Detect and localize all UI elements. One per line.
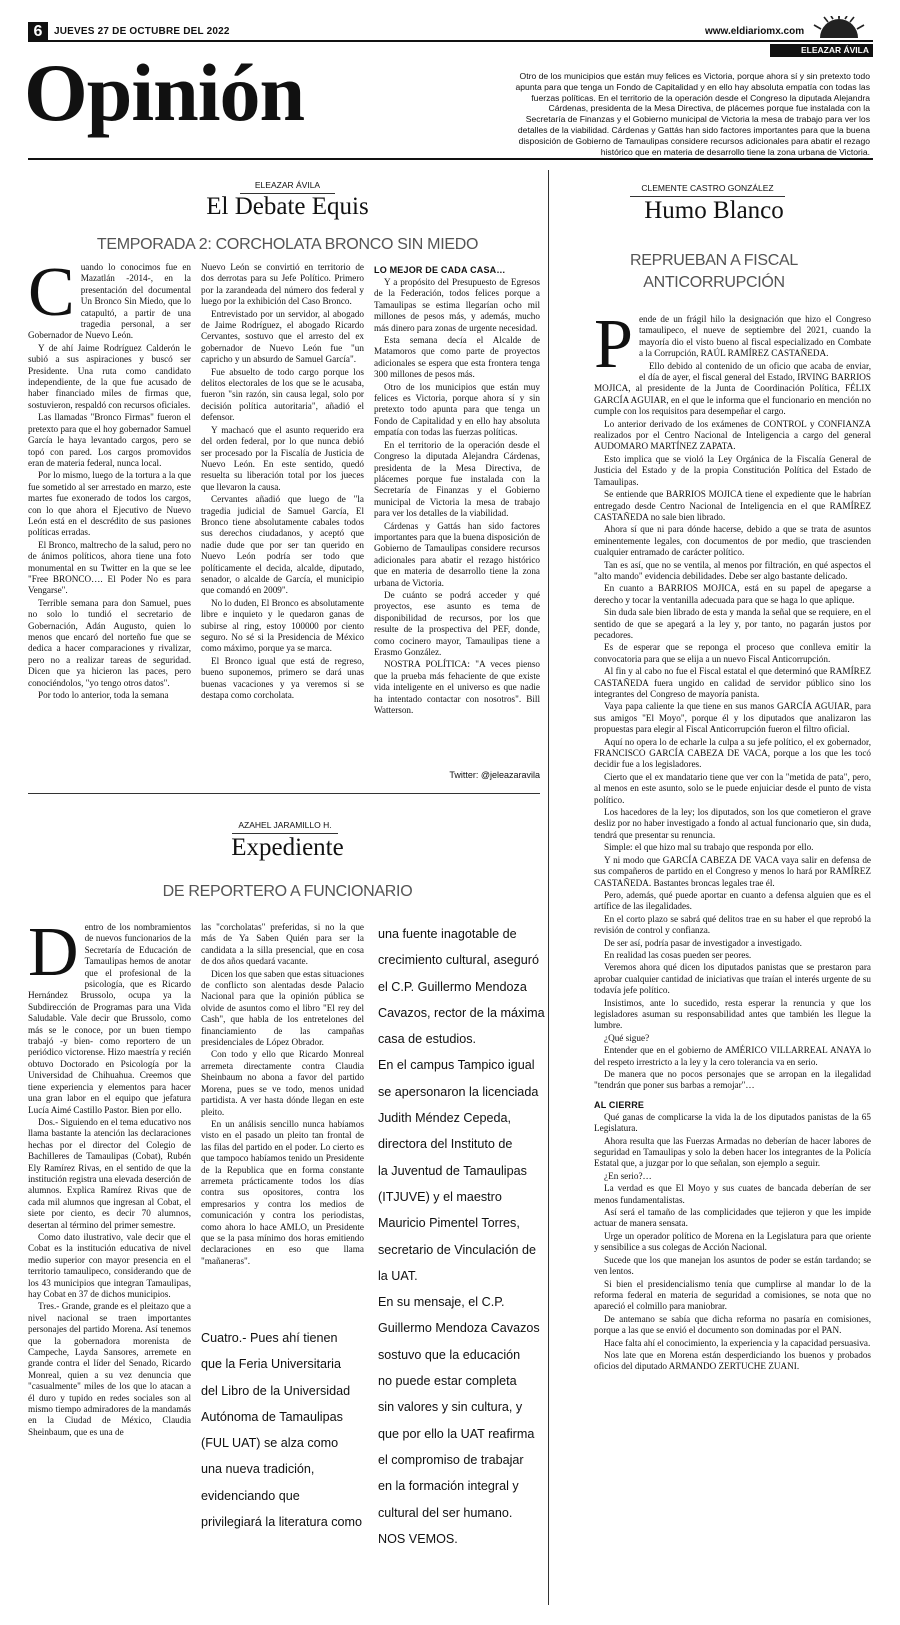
humo-dropcap: P	[594, 306, 633, 383]
debate-lead-paragraph: Cuando lo conocimos fue en Mazatlán -2014-, en la presentación del documental Un Bronco Sin Miedo, que lo catapultó, a partir de una tragedia personal, a ser Gobernador de Nuevo León.	[28, 254, 191, 341]
header-byline-text: ELEAZAR ÁVILA	[801, 45, 869, 55]
humo-paragraph: Ello debido al contenido de un oficio que acaba de enviar, el día de ayer, el fiscal general del Estado, IRVING BARRIOS MOJICA, al presidente de la Junta de Coordinación Política, FÉLIX GARCÍA AGUIAR, en el que le informa que el funcionario en mención no cumple con los requisitos para desempeñar el cargo.	[594, 360, 871, 417]
debate-twitter-handle[interactable]: Twitter: @jeleazaravila	[449, 770, 540, 780]
debate-paragraph: Fue absuelto de todo cargo porque los delitos electorales de los que se le acusaba, fueron "sin razón, sin causa legal, solo por decisión política autoritaria", añadió el defensor.	[201, 366, 364, 423]
section-title: Opinión	[24, 47, 305, 138]
humo-paragraph: Es de esperar que se reponga el proceso que conlleva emitir la convocatoria para que se elija a un nuevo Fiscal Anticorrupción.	[594, 642, 871, 664]
humo-cierre-heading: AL CIERRE	[594, 1099, 645, 1110]
debate-author: ELEAZAR ÁVILA	[254, 180, 321, 190]
humo-cierre-paragraph: Qué ganas de complicarse la vida la de los diputados panistas de la 65 Legislatura.	[594, 1111, 871, 1134]
expediente-large-line: Judith Méndez Cepeda,	[378, 1111, 512, 1126]
expediente-large-line: la UAT.	[378, 1268, 418, 1283]
debate-paragraph: Por todo lo anterior, toda la semana	[38, 690, 169, 701]
expediente-large-line: (FUL UAT) se alza como	[201, 1436, 339, 1451]
humo-cierre-paragraph: ¿En serio?…	[604, 1170, 652, 1181]
header-bottom-rule	[28, 158, 873, 160]
humo-cierre-paragraph: Hace falta ahí el conocimiento, la experiencia y la capacidad persuasiva.	[604, 1337, 871, 1348]
expediente-column-name: Expediente	[231, 834, 344, 861]
expediente-large-line: sin valores y sin cultura, y	[378, 1400, 523, 1415]
humo-headline: REPRUEBAN A FISCAL ANTICORRUPCIÓN	[630, 252, 798, 291]
expediente-large-line: la Juventud de Tamaulipas	[378, 1163, 527, 1178]
header-top-rule	[28, 40, 873, 42]
humo-paragraph: Los hacedores de la ley; los diputados, son los que cometieron el grave desliz por no haber investigado a fondo al actual funcionario que, sin duda, tendrá que presentar su renuncia.	[594, 807, 871, 840]
expediente-large-line: Cuatro.- Pues ahí tienen	[201, 1331, 338, 1345]
debate-paragraph: Otro de los municipios que están muy felices es Victoria, porque ahora sí y sin pretexto todo apunta para que tenga un Fondo de Capitalidad y en ello hay absoluta empatía con todas las fuerzas políticas.	[374, 381, 540, 438]
humo-paragraph: Tan es así, que no se ventila, al menos por filtración, en qué aspectos el "alto mando" evidencia debilidades. Debe ser algo bastante delicado.	[594, 559, 871, 581]
expediente-large-line: Autónoma de Tamaulipas	[201, 1409, 343, 1424]
page-number: 6	[33, 23, 43, 40]
site-url[interactable]: www.eldiariomx.com	[705, 26, 805, 37]
debate-subheading: LO MEJOR DE CADA CASA…	[374, 265, 506, 275]
humo-lead-paragraph: Pende de un frágil hilo la designación que hizo el Congreso tamaulipeco, el nueve de septiembre del 2021, cuando la mayoría dio el visto bueno al fiscal especializado en Combate a la Corrupción, RAÚL RAMÍREZ CASTAÑEDA.	[594, 306, 871, 383]
expediente-large-line: que por ello la UAT reafirma	[378, 1426, 535, 1441]
debate-paragraph: Nuevo León se convirtió en territorio de dos derrotas para su Jefe Político. Primero por la zarandeada del número dos federal y luego por la exhibición del Caso Bronco.	[201, 262, 364, 307]
expediente-large-line: En el campus Tampico igual	[378, 1058, 535, 1073]
expediente-paragraph: Como dato ilustrativo, vale decir que el Cobat es la institución educativa de nivel medio superior con mayor presencia en el territorio tamaulipeco, considerando que de los 43 municipios que integran Tamaulipas, hay Cobat en 37 de dichos municipios.	[28, 1231, 191, 1299]
debate-paragraph: Y de ahí Jaime Rodríguez Calderón le subió a sus aspiraciones y buscó ser Presidente. Una ruta como candidato independiente, de la que fue acusado de haber financiado miles de firmas que, sostuvieron, respaldó con recursos oficiales.	[28, 342, 191, 410]
expediente-paragraph: En un análisis sencillo nunca habíamos visto en el pasado un pleito tan frontal de las filas del partido en el poder. Lo cierto es que tampoco habíamos tenido un Presidente de la Republica que en forma constante arremeta prácticamente todos los días contra sus opositores, contra los empresarios y contra los medios de comunicación y contra los periodistas, como ahora lo hace AMLO, un Presidente que se la pasa mínimo dos horas emitiendo declaraciones en eso que llama "mañaneras".	[201, 1118, 364, 1266]
debate-paragraph: De cuánto se podrá acceder y qué proyectos, ese asunto es tema de disponibilidad de recursos, por los que resulte de la prospectiva del PEF, donde, como cocinero mayor, Tamaulipas tiene a Erasmo González.	[374, 589, 540, 657]
expediente-large-line: del Libro de la Universidad	[201, 1383, 351, 1398]
sun-logo-icon	[808, 16, 870, 38]
header-summary: Otro de los municipios que están muy felices es Victoria, porque ahora sí y sin pretexto todo apunta para que tenga un Fondo de Capitalidad y en ello hay absoluta empatía con todas las fuerzas políticas. En el territorio de la operación desde el Congreso la diputada Alejandra Cárdenas, presidenta de la Mesa Directiva, de plácemes porque fue instalada con la Secretaría de Finanzas y el Gobierno municipal de Victoria la mesa de trabajo para ver los detalles de la viabilidad. Cárdenas y Gattás han sido factores importantes para que la buena disposición de Gobierno de Tamaulipas considere recursos adicionales para abatir el rezago histórico que en materia de desarrollo tiene la zona urbana de Victoria.	[515, 71, 870, 157]
humo-cierre-paragraph: Urge un operador político de Morena en la Legislatura para que oriente y sensibilice a sus colegas de Acción Nacional.	[594, 1230, 871, 1253]
debate-paragraph: El Bronco, maltrecho de la salud, pero no de ánimos políticos, ahora tiene una foto monumental en su Twitter en la que se lee "Free BRONCO…. El Poder No es para Vengarse".	[28, 539, 191, 596]
debate-paragraph: Las llamadas "Bronco Firmas" fueron el pretexto para que el hoy gobernador Samuel García le haya levantado cargos, pero se topó con pared. Los cargos promovidos eran de materia federal, nunca local.	[28, 412, 191, 468]
expediente-large-line: sostuvo que la educación	[378, 1347, 521, 1362]
humo-paragraph: En el corto plazo se sabrá qué delitos trae en su haber el que reprobó la revisión de control y confianza.	[594, 913, 871, 936]
expediente-lead-paragraph: Dentro de los nombramientos de nuevos funcionarios de la Secretaría de Educación de Tamaulipas hemos de anotar que el profesional de la psicología, que es Ricardo Hernández Brussolo, ocupa ya la Subdirección de Programas para una Vida Saludable. Vale decir que Brussolo, como más se le conoce, por un buen tiempo trabajó -y bien- como reportero de un periódico victorense. Hizo maestría y recién obtuvo Doctorado en Psicología por la Universidad de Chihuahua. Creemos que tiene experiencia y elementos para hacer una gran labor en el equipo que jefatura Lucía Aimé Castillo Pastor. Bien por ello.	[28, 914, 191, 1115]
humo-paragraph: ¿Qué sigue?	[604, 1032, 650, 1043]
humo-paragraph: Sin duda sale bien librado de esta y manda la señal que se requiere, en el sentido de que se apegará a la ley y, por tanto, no pagarán justos por pecadores.	[594, 607, 871, 640]
humo-cierre-paragraph: Sucede que los que manejan los asuntos de poder se están tardando; se ven lentos.	[594, 1254, 871, 1277]
humo-paragraph: Simple: el que hizo mal su trabajo que responda por ello.	[604, 842, 814, 853]
debate-column-name: El Debate Equis	[206, 193, 369, 220]
page-number-box	[28, 22, 48, 42]
expediente-paragraph: Con todo y ello que Ricardo Monreal arremeta directamente contra Claudia Sheinbaum no abona a favor del partido Morena, pues se ve todo, menos unidad partidista. A ver hasta dónde llegan en este pleito.	[201, 1049, 364, 1117]
debate-paragraph: Esta semana decía el Alcalde de Matamoros que como parte de proyectos adicionales se espera que esta frontera tenga 300 millones de pesos más.	[374, 335, 540, 380]
debate-paragraph: NOSTRA POLÍTICA: "A veces pienso que la prueba más fehaciente de que existe vida inteligente en el universo es que nadie ha intentado contactar con nosotros". Bill Watterson.	[374, 659, 540, 716]
expediente-large-line: el compromiso de trabajar	[378, 1452, 524, 1467]
expediente-large-line: evidenciando que	[201, 1488, 300, 1503]
expediente-headline: DE REPORTERO A FUNCIONARIO	[162, 883, 413, 900]
expediente-col-2	[201, 922, 364, 1268]
debate-paragraph: Por lo mismo, luego de la tortura a la que fue sometido al ser arrestado en marzo, este martes fue exonerado de todos los cargos, con lo que ahora el Ejecutivo de Nuevo León está en el descrédito de sus pasiones políticas erradas.	[28, 470, 191, 538]
expediente-paragraph: Dicen los que saben que estas situaciones de conflicto son alentadas desde Palacio Nacional para que la opinión pública se olvide de asuntos como el libro "El rey del Cash", que habla de los entretelones del financiamiento de las campañas presidenciales de López Obrador.	[201, 968, 364, 1048]
debate-col-1	[28, 254, 191, 702]
expediente-large-line: se apersonaron la licenciada	[378, 1084, 539, 1099]
expediente-col-3-large	[378, 921, 546, 1552]
expediente-author: AZAHEL JARAMILLO H.	[238, 820, 332, 830]
vertical-column-divider	[548, 170, 549, 1605]
humo-cierre-paragraph: De antemano se sabía que dicha reforma no pasaría en comisiones, porque a las que se envió el documento son dominadas por el PAN.	[594, 1313, 871, 1336]
humo-paragraph: Y ni modo que GARCÍA CABEZA DE VACA vaya salir en defensa de sus compañeros de partido en el Congreso y menos lo hará por RAMÍREZ CASTAÑEDA. Bastantes broncas legales trae él.	[594, 854, 871, 888]
expediente-large-line: una nueva tradición,	[201, 1462, 315, 1477]
humo-paragraph: Cierto que el ex mandatario tiene que ver con la "metida de pata", pero, al menos en este asunto, solo se le puede enjuiciar desde el punto de vista político.	[594, 771, 871, 805]
expediente-large-line: no puede estar completa	[378, 1374, 517, 1389]
expediente-col-2-large	[201, 1325, 371, 1535]
debate-dropcap: C	[28, 254, 75, 331]
expediente-large-line: En su mensaje, el C.P.	[378, 1295, 505, 1310]
humo-cierre-paragraph: Así será el tamaño de las complicidades que tejieron y que les impide actuar de manera sensata.	[594, 1207, 871, 1229]
expediente-large-line: en la formación integral y	[378, 1479, 519, 1494]
humo-paragraph: Insistimos, ante lo sucedido, resta esperar la renuncia y que los legisladores asuman su responsabilidad antes que también les llegue la lumbre.	[594, 997, 871, 1031]
humo-paragraph: Pero, además, qué puede aportar en cuanto a defensa alguien que es el artífice de las ilegalidades.	[594, 889, 871, 912]
expediente-dropcap: D	[28, 914, 79, 991]
expediente-large-line: Cavazos, rector de la máxima	[378, 1005, 545, 1020]
debate-paragraph: Entrevistado por un servidor, al abogado de Jaime Rodríguez, el abogado Ricardo Cervantes, sostuvo que el arresto del ex gobernador de Nuevo León fue "un capricho y un absurdo de Samuel García".	[201, 308, 364, 365]
humo-paragraph: En realidad las cosas pueden ser peores.	[604, 949, 752, 960]
humo-cierre-paragraph: Nos late que en Morena están desperdiciando los buenos y probados oficios del diputado ARMANDO ZERTUCHE ZUANI.	[594, 1349, 871, 1372]
debate-col-3	[374, 262, 540, 717]
humo-paragraph: Al fin y al cabo no fue el Fiscal estatal el que determinó que RAMÍREZ CASTAÑEDA fuera ungido en calidad de servidor público sino los integrantes del Congreso de mayoría panista.	[594, 666, 871, 699]
humo-cierre-paragraph: Ahora resulta que las Fuerzas Armadas no deberían de hacer labores de seguridad en Tamaulipas y solo la deben hacer los integrantes de la Policía Estatal que, a juzgar por lo que señalan, son ejemplo a seguir.	[594, 1135, 871, 1169]
expediente-paragraph: Dos.- Siguiendo en el tema educativo nos llama bastante la atención las declaraciones hechas por el director del Colegio de Bachilleres de Tamaulipas (Cobat), Rubén Ely Ramírez Rivas, en el sentido de que la institución registra una elevada deserción de alumnos. Explica Ramírez Rivas que de cada mil alumnos que ingresan al Cobat, el siete por ciento, es decir 70 alumnos, desertan al término del primer semestre.	[28, 1116, 192, 1230]
humo-paragraph: Aquí no opera lo de echarle la culpa a su jefe político, el ex gobernador, FRANCISCO GARCÍA CABEZA DE VACA, porque a los que les tocó decidir fue a los legisladores.	[594, 736, 871, 770]
debate-paragraph: El Bronco igual que está de regreso, bueno suponemos, primero se dará unas buenas vacaciones y ya veremos si se destapa como corcholata.	[201, 655, 364, 701]
issue-date: JUEVES 27 DE OCTUBRE DEL 2022	[54, 26, 230, 37]
header-byline-tag	[770, 44, 873, 57]
humo-paragraph: Veremos ahora qué dicen los diputados panistas que se prestaron para aprobar cualquier cantidad de iniciativas que traían el interés urgente de su todavía jefe político.	[594, 962, 871, 996]
expediente-paragraph: las "corcholatas" preferidas, si no la que más de Ya Saben Quién para ser la candidata a la silla presencial, que en cosa de dos años quedará vacante.	[201, 922, 364, 967]
expediente-large-line: NOS VEMOS.	[378, 1531, 458, 1546]
expediente-large-line: una fuente inagotable de	[378, 927, 517, 941]
expediente-large-line: Guillermo Mendoza Cavazos	[378, 1321, 540, 1336]
humo-column-name: Humo Blanco	[644, 197, 784, 224]
humo-author: CLEMENTE CASTRO GONZÁLEZ	[641, 183, 774, 193]
humo-paragraph: De ser así, podría pasar de investigador a investigado.	[604, 937, 802, 948]
expediente-large-line: secretario de Vinculación de	[378, 1242, 536, 1257]
debate-paragraph: Cárdenas y Gattás han sido factores importantes para que la buena disposición de Gobierno de Tamaulipas considere recursos adicionales para abatir el rezago histórico que en materia de desarrollo tiene la zona urbana de Victoria.	[374, 520, 540, 588]
debate-paragraph: Terrible semana para don Samuel, pues no solo lo tundió el secretario de Gobernación, Adán Augusto, quien lo menos que encaró del norteño fue que se dedica a hacer comparaciones y rivalizar, pero no a realizar tareas de seguridad. Dicen que ya hicieron las paces, pero conociéndolos, "yo tengo otros datos".	[28, 597, 191, 688]
humo-paragraph: En cuanto a BARRIOS MOJICA, está en su papel de apegarse a derecho y tocar la ventanilla adecuada para que se haga lo que aplique.	[594, 583, 871, 605]
expediente-large-line: privilegiará la literatura como	[201, 1515, 362, 1530]
humo-paragraph: Lo anterior derivado de los exámenes de CONTROL y CONFIANZA realizados por el Centro Nacional de Inteligencia a cargo del general AUDOMARO MARTÍNEZ ZAPATA.	[594, 418, 871, 452]
debate-paragraph: Y machacó que el asunto requerido era del orden federal, por lo que nunca debió ser procesado por la Fiscalía de Justicia de Nuevo León. En este sentido, quedó resuelta su liberación total por los jueces que llevaron la causa.	[201, 424, 364, 492]
humo-paragraph: De manera que no pocos personajes que se arropan en la ilegalidad "tendrán que poner sus barbas a remojar"…	[594, 1069, 871, 1091]
expediente-large-line: crecimiento cultural, aseguró	[378, 953, 539, 968]
debate-paragraph: En el territorio de la operación desde el Congreso la diputada Alejandra Cárdenas, presidenta de la Mesa Directiva, de plácemes porque fue instalada con la Secretaría de Finanzas y el Gobierno municipal de Victoria la mesa de trabajo para ver los detalles de la viabilidad.	[374, 439, 540, 519]
humo-paragraph: Se entiende que BARRIOS MOJICA tiene el expediente que le habrían entregado desde Centro Nacional de Inteligencia en el que RAMÍREZ CASTAÑEDA no sale bien librado.	[594, 489, 871, 522]
expediente-large-line: Mauricio Pimentel Torres,	[378, 1216, 520, 1231]
humo-paragraph: Entender que en el gobierno de AMÉRICO VILLARREAL ANAYA lo del respeto irrestricto a la ley y la cero tolerancia va en serio.	[594, 1045, 871, 1067]
debate-paragraph: Y a propósito del Presupuesto de Egresos de la Federación, todos felices porque a Tamaulipas se estima llegarían ocho mil millones de pesos más, y además, mucho más dinero para zonas de urgente necesidad.	[374, 277, 540, 333]
expediente-large-line: (ITJUVE) y el maestro	[378, 1189, 502, 1204]
expediente-col-1	[28, 914, 192, 1439]
debate-paragraph: No lo duden, El Bronco es absolutamente libre e inquieto y le quedaron ganas de subirse al ring, estoy 100000 por ciento seguro. No sé si la Presidencia de México como máximo, porque ya se marca.	[201, 597, 364, 654]
humo-paragraph: Vaya papa caliente la que tiene en sus manos GARCÍA AGUIAR, para sus amigos "El Moyo", porque él y los diputados que analizaron las propuestas para elegir al Fiscal Anticorrupción fueron el filtro oficial.	[594, 701, 871, 735]
humo-cierre-paragraph: La verdad es que El Moyo y sus cuates de bancada deberían de ser menos fundamentalistas.	[594, 1183, 871, 1205]
expediente-paragraph: Tres.- Grande, grande es el pleitazo que a nivel nacional se traen importantes personajes del partido Morena. Así tenemos que la gobernadora morenista de Campeche, Layda Sansores, arremete en grande contra el líder del Senado, Ricardo Monreal, quien a su vez denuncia que "casualmente" miles de los que lo atacan a él duro y tupido en redes sociales son al mismo tiempo admiradores de la mandamás en la Ciudad de México, Claudia Sheinbaum, que es una de	[28, 1301, 191, 1437]
humo-col	[594, 306, 871, 1374]
debate-col-2	[201, 262, 364, 702]
expediente-large-line: cultural del ser humano.	[378, 1505, 513, 1520]
humo-cierre-paragraph: Si bien el presidencialismo tenía que cumplirse al mandar lo de la reforma federal en materia de seguridad a comisiones, se nota que no apareció el colmillo para maniobrar.	[594, 1278, 871, 1312]
expediente-large-line: casa de estudios.	[378, 1032, 477, 1047]
expediente-large-line: el C.P. Guillermo Mendoza	[378, 979, 527, 994]
humo-paragraph: Esto implica que se violó la Ley Orgánica de la Fiscalía General de Justicia del Estado y de la propia Constitución Política del Estado de Tamaulipas.	[594, 453, 871, 487]
expediente-large-line: que la Feria Universitaria	[201, 1357, 341, 1372]
expediente-large-line: directora del Instituto de	[378, 1137, 513, 1152]
humo-paragraph: Ahora sí que ni para dónde hacerse, debido a que se trata de asuntos eminentemente legales, con documentos de por medio, que trascienden cualquier entramado de carácter político.	[594, 524, 871, 558]
section-divider	[28, 793, 540, 794]
debate-paragraph: Cervantes añadió que luego de "la tragedia judicial de Samuel García, El Bronco tiene absolutamente cabales todos sus derechos ciudadanos, y aceptó que nadie dude que por ser tan querido en Nuevo León podría ser todo que políticamente el decida, alcalde, diputado, senador, o alcalde de García, el municipio que comandó en 2009".	[201, 494, 364, 596]
debate-headline: TEMPORADA 2: CORCHOLATA BRONCO SIN MIEDO	[96, 236, 479, 253]
